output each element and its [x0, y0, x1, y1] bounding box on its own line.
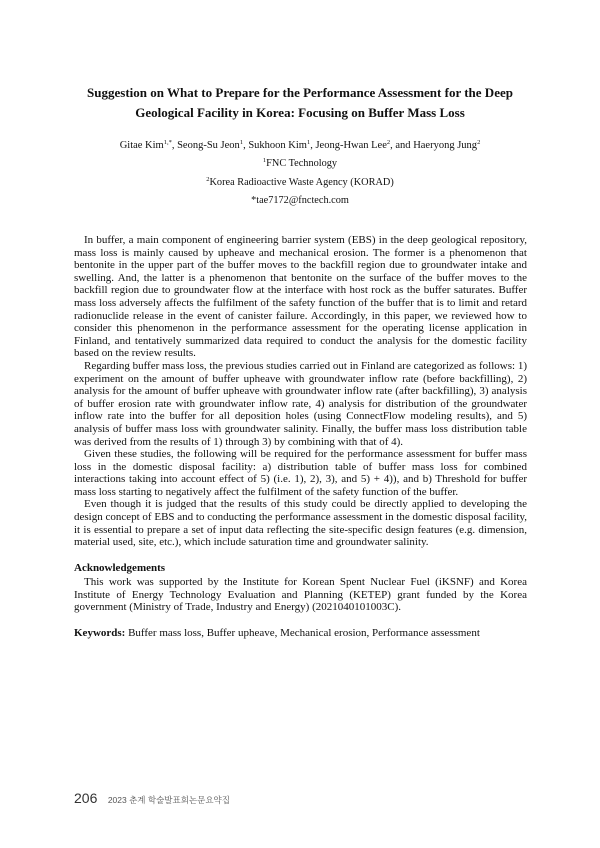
- author-name: Seong-Su Jeon: [177, 140, 240, 151]
- abstract-paragraph-2: Regarding buffer mass loss, the previous studies carried out in Finland are categorized as follows: 1) experiment on the amount of buffer upheave with groundwater inflow rate (before backfilling), 2) analysis for the amount of buffer upheave with groundwater inflow rate (after backfilling), 3) analysis of buffer erosion rate with groundwater inflow rate, 4) analysis for distribution of the groundwater inflow rate into the buffer for all deposition holes (using ConnectFlow modeling results), and 5) analysis of buffer mass loss with groundwater salinity. Finally, the buffer mass loss distribution table was derived from the results of 1) through 3) by combining with that of 4).: [74, 359, 527, 448]
- keywords: [74, 627, 527, 640]
- affiliation-mark: 2: [206, 176, 210, 183]
- author-affiliation-mark: 1,*: [163, 139, 172, 146]
- abstract-paragraph-3: Given these studies, the following will be required for the performance assessment for buffer mass loss in the domestic disposal facility: a) distribution table of buffer mass loss for combined interactions taking into account effect of 5) (i.e. 1), 2), 3), and 5) + 4)), and b) Threshold for buffer mass loss starting to negatively affect the fulfilment of the safety function of the buffer.: [74, 448, 527, 498]
- abstract-body: [74, 234, 527, 549]
- author-affiliation-mark: 2: [477, 139, 481, 146]
- author-name: Haeryong Jung: [413, 140, 478, 151]
- affiliation-2: [0, 176, 600, 190]
- author-separator: ,: [310, 140, 316, 151]
- acknowledgements-heading: Acknowledgements: [74, 562, 166, 574]
- acknowledgements-text: This work was supported by the Institute for Korean Spent Nuclear Fuel (iKSNF) and Korea Institute of Energy Technology Evaluation and Planning (KETEP) grant funded by the Korea government (Ministry of Trade, Industry and Energy) (2021040101003C).: [74, 576, 527, 614]
- affiliation-1: [0, 157, 600, 171]
- paper-title-line-1: Suggestion on What to Prepare for the Performance Assessment for the Deep: [87, 85, 513, 100]
- author-separator: ,: [171, 140, 178, 151]
- abstract-paragraph-4: Even though it is judged that the results of this study could be directly applied to developing the design concept of EBS and to conducting the performance assessment in the domestic disposal facility, it is essential to prepare a set of input data reflecting the site-specific design features (e.g. dimension, material used, site, etc.), which include saturation time and groundwater salinity.: [74, 498, 527, 549]
- author-affiliation-mark: 1: [239, 139, 244, 146]
- affiliation-text: FNC Technology: [266, 158, 338, 169]
- affiliation-text: Korea Radioactive Waste Agency (KORAD): [209, 177, 394, 188]
- corresponding-email: *tae7172@fnctech.com: [251, 195, 349, 206]
- author-name: Gitae Kim: [119, 140, 164, 151]
- paper-title: [0, 83, 600, 123]
- page-number: 206: [74, 790, 98, 806]
- author-affiliation-mark: 2: [386, 139, 391, 146]
- author-affiliation-mark: 1: [306, 139, 311, 146]
- page-footer: [74, 790, 230, 808]
- keywords-text: Buffer mass loss, Buffer upheave, Mechanical erosion, Performance assessment: [125, 627, 480, 639]
- keywords-label: Keywords:: [74, 627, 126, 639]
- affiliation-mark: 1: [262, 157, 267, 164]
- author-separator: , and: [390, 140, 414, 151]
- author-name: Sukhoon Kim: [248, 140, 307, 151]
- abstract-paragraph-1: In buffer, a main component of engineering barrier system (EBS) in the deep geological repository, mass loss is mainly caused by upheave and mechanical erosion. The former is a phenomenon that bentonite in the upper part of the buffer moves to the backfill region due to groundwater intake and swelling. And, the latter is a phenomenon that bentonite on the surface of the buffer moves to the backfill region due to groundwater flow at the interface with host rock as the buffer saturates. Buffer mass loss adversely affects the fulfilment of the safety function of the buffer that is to limit and retard radionuclide release in the event of canister failure. Accordingly, in this paper, we reviewed how to consider this phenomenon in the performance assessment for the operating license application in Finland, and tentatively summarized data required to conduct the analysis for the domestic facility based on the review results.: [74, 234, 527, 360]
- journal-name: 2023 춘계 학술발표회논문요약집: [107, 795, 230, 805]
- paper-title-line-2: Geological Facility in Korea: Focusing on Buffer Mass Loss: [135, 105, 465, 120]
- author-separator: ,: [243, 140, 249, 151]
- author-name: Jeong-Hwan Lee: [315, 140, 387, 151]
- author-list: [0, 139, 600, 153]
